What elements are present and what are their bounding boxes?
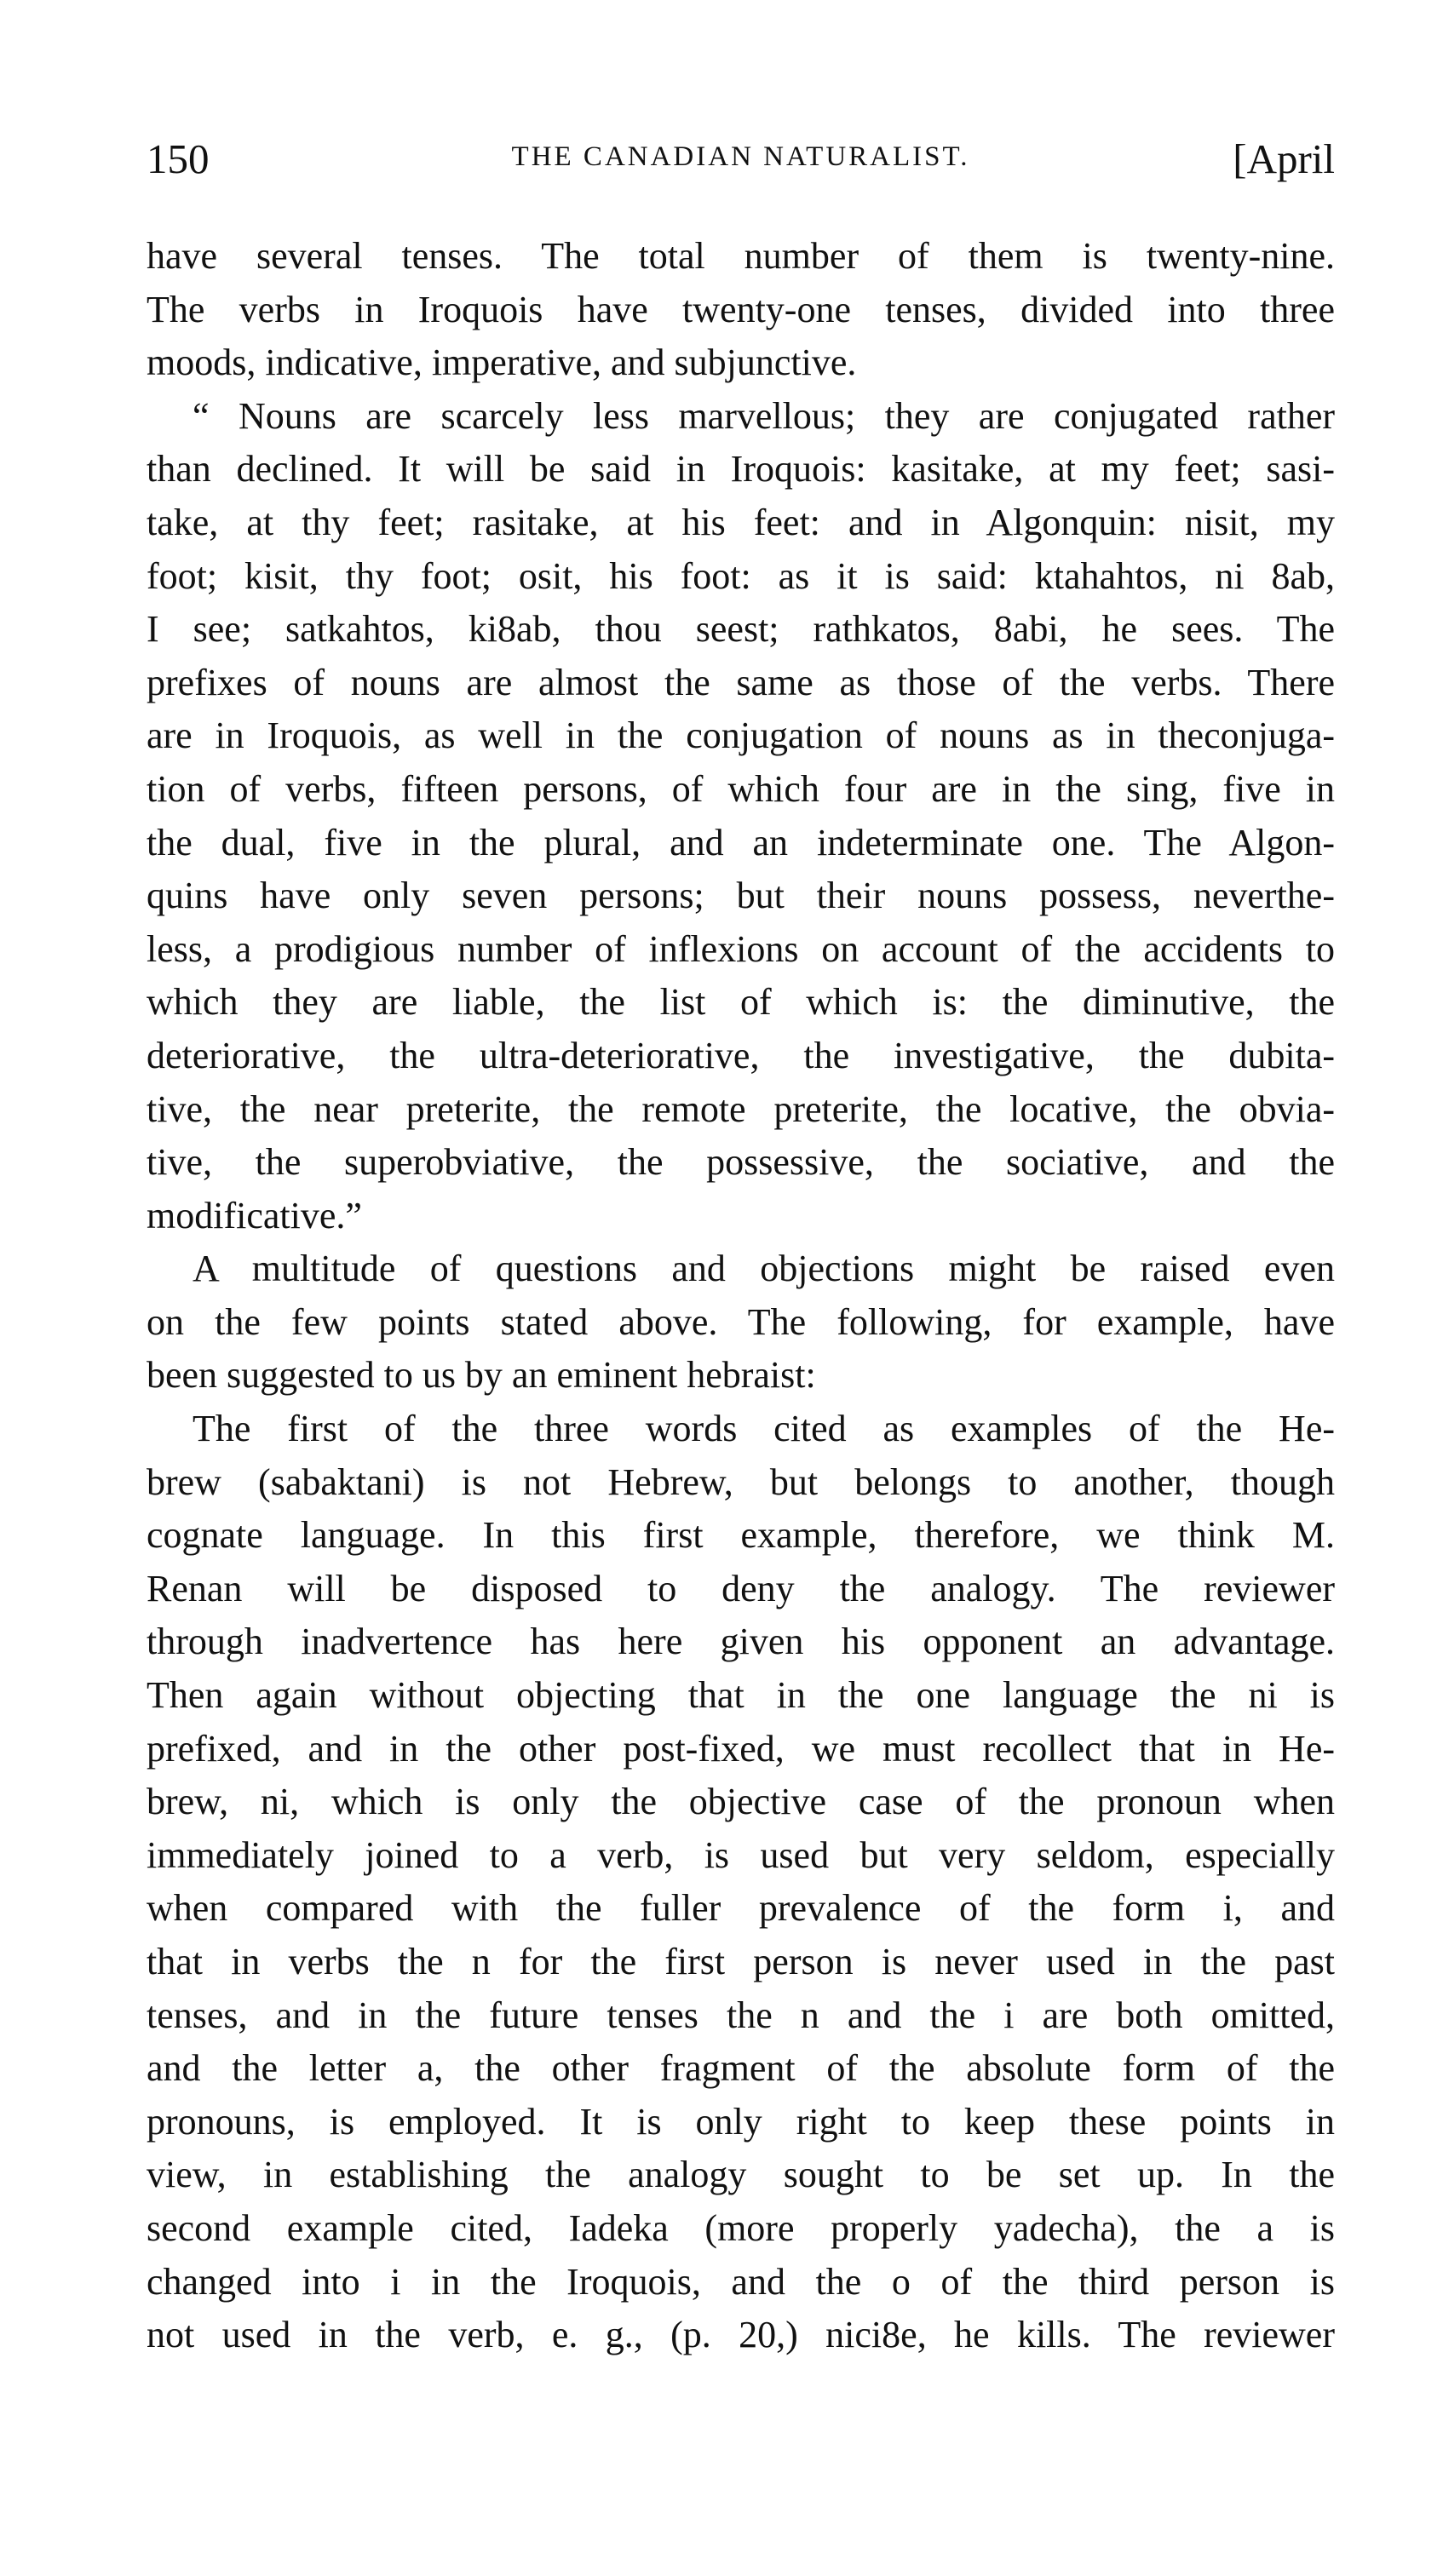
text-line: have several tenses. The total number of them is twenty-nine. [147, 235, 1335, 277]
body-text [147, 230, 1335, 2362]
text-line: prefixes of nouns are almost the same as those of the verbs. There [147, 661, 1335, 703]
text-line: less, a prodigious number of inflexions on account of the accidents to [147, 927, 1335, 970]
text-line: immediately joined to a verb, is used but very seldom, especially [147, 1833, 1335, 1876]
text-line: which they are liable, the list of which is: the diminutive, the [147, 981, 1335, 1024]
text-line: on the few points stated above. The following, for example, have [147, 1300, 1335, 1343]
running-head: THE CANADIAN NATURALIST. [511, 141, 970, 172]
text-line: through inadvertence has here given his opponent an advantage. [147, 1621, 1335, 1663]
text-line: and the letter a, the other fragment of the absolute form of the [147, 2047, 1335, 2090]
text-line: been suggested to us by an eminent hebraist: [147, 1354, 816, 1397]
text-line: modificative.” [147, 1194, 362, 1236]
text-line: quins have only seven persons; but their nouns possess, neverthe- [147, 875, 1335, 917]
text-line: than declined. It will be said in Iroquois: kasitake, at my feet; sasi- [147, 448, 1335, 491]
text-line: A multitude of questions and objections might be raised even [193, 1248, 1335, 1290]
page-number: 150 [147, 135, 210, 182]
text-line: tive, the superobviative, the possessive, the sociative, and the [147, 1141, 1335, 1184]
text-line: “ Nouns are scarcely less marvellous; they are conjugated rather [193, 394, 1335, 437]
text-line: I see; satkahtos, ki8ab, thou seest; rathkatos, 8abi, he sees. The [147, 608, 1335, 651]
text-line: tion of verbs, fifteen persons, of which four are in the sing, five in [147, 767, 1335, 810]
text-line: foot; kisit, thy foot; osit, his foot: as it is said: ktahahtos, ni 8ab, [147, 554, 1335, 597]
text-line: prefixed, and in the other post-fixed, we must recollect that in He- [147, 1727, 1335, 1770]
text-line: when compared with the fuller prevalence of the form i, and [147, 1887, 1335, 1930]
issue-month: [April [1233, 135, 1335, 182]
text-line: cognate language. In this first example, therefore, we think M. [147, 1514, 1335, 1557]
text-line: second example cited, Iadeka (more properly yadecha), the a is [147, 2206, 1335, 2249]
text-line: tive, the near preterite, the remote preterite, the locative, the obvia- [147, 1087, 1335, 1130]
text-line: that in verbs the n for the first person is never used in the past [147, 1941, 1335, 1982]
text-line: pronouns, is employed. It is only right to keep these points in [147, 2100, 1335, 2143]
text-line: changed into i in the Iroquois, and the o of the third person is [147, 2260, 1335, 2303]
text-line: deteriorative, the ultra-deteriorative, the investigative, the dubita- [147, 1034, 1335, 1076]
text-line: The verbs in Iroquois have twenty-one tenses, divided into three [147, 288, 1335, 330]
text-line: the dual, five in the plural, and an indeterminate one. The Algon- [147, 821, 1335, 863]
text-line: brew (sabaktani) is not Hebrew, but belongs to another, though [147, 1460, 1335, 1503]
text-line: Renan will be disposed to deny the analogy. The reviewer [147, 1567, 1335, 1609]
text-line: tenses, and in the future tenses the n and the i are both omitted, [147, 1994, 1335, 2036]
page-header [147, 135, 1335, 186]
text-line: not used in the verb, e. g., (p. 20,) nici8e, he kills. The reviewer [147, 2314, 1335, 2356]
text-line: Then again without objecting that in the one language the ni is [147, 1674, 1335, 1717]
text-line: take, at thy feet; rasitake, at his feet: and in Algonquin: nisit, my [147, 501, 1335, 543]
text-line: The first of the three words cited as examples of the He- [193, 1408, 1335, 1450]
text-line: are in Iroquois, as well in the conjugation of nouns as in theconjuga- [147, 714, 1335, 757]
text-line: view, in establishing the analogy sought to be set up. In the [147, 2154, 1335, 2196]
text-line: moods, indicative, imperative, and subjunctive. [147, 341, 857, 384]
text-line: brew, ni, which is only the objective case of the pronoun when [147, 1781, 1335, 1823]
